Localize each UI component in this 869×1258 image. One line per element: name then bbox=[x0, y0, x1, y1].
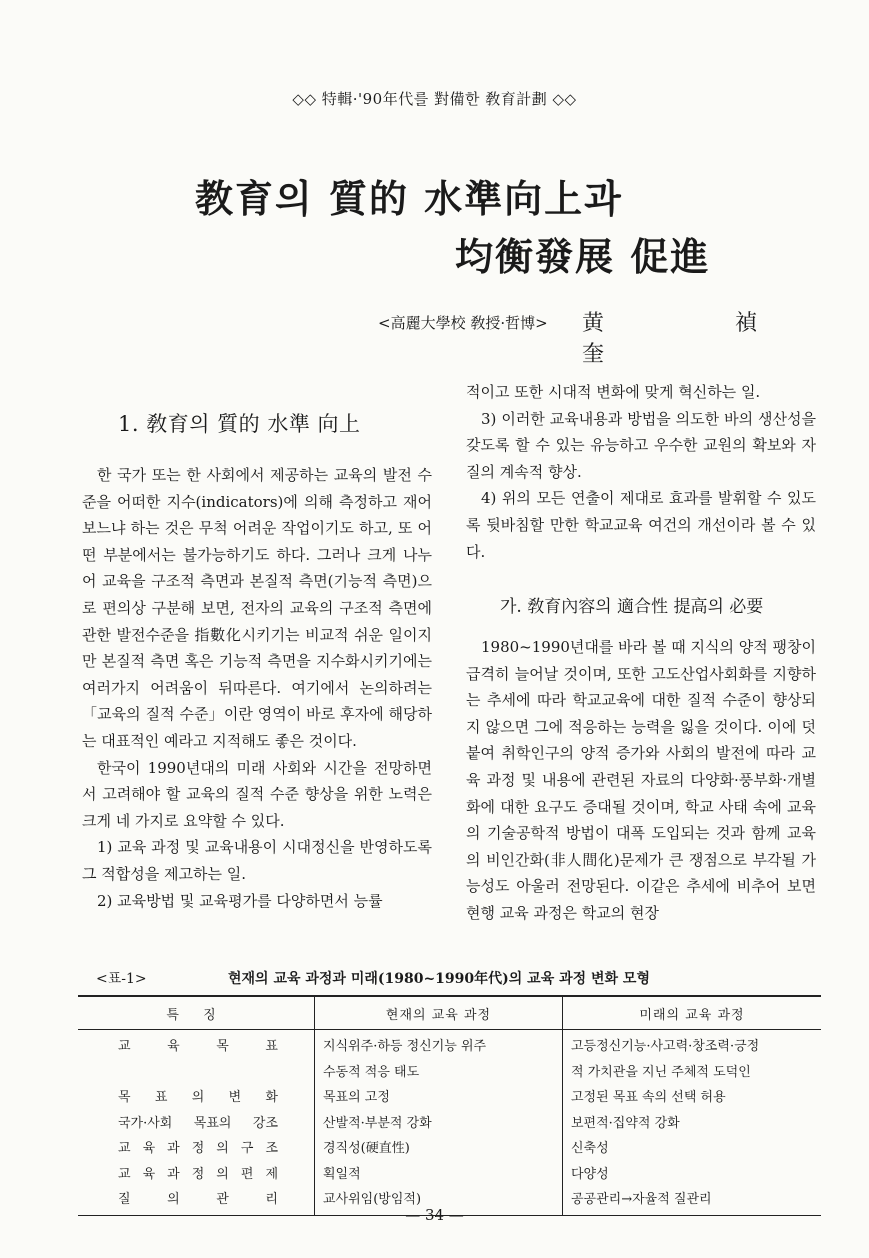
table-cell: 산발적·부분적 강화 bbox=[315, 1111, 563, 1137]
table-row bbox=[78, 1111, 821, 1137]
table-row bbox=[78, 1060, 821, 1086]
paragraph: 1980~1990년대를 바라 볼 때 지식의 양적 팽창이 급격히 늘어날 것이며, 또한 고도산업사회화를 지향하는 추세에 따라 학교교육에 대한 질적 수준이 향상되지 않으면 그에 적응하는 능력을 잃을 것이다. 이에 덧붙여 취학인구의 양적 증가와 사회의 발전에 따라 교육 과정 및 내용에 관련된 자료의 다양화·풍부화·개별화에 대한 요구도 증대될 것이며, 학교 사태 속에 교육의 기술공학적 방법이 대폭 도입되는 것과 함께 교육의 비인간화(非人間化)문제가 큰 쟁점으로 부각될 가능성도 아울러 전망된다. 이같은 추세에 비추어 보면 현행 교육 과정은 학교의 현장 bbox=[466, 638, 816, 922]
subsection-heading: 가. 敎育內容의 適合性 提高의 必要 bbox=[500, 597, 764, 617]
table-cell: 교사위임(방임적) bbox=[315, 1187, 563, 1215]
title-line-1: 教育의 質的 水準向上과 bbox=[195, 176, 623, 221]
table-cell: 교 육 과 정 의 편 제 bbox=[118, 1166, 278, 1182]
paragraph: 한국이 1990년대의 미래 사회와 시간을 전망하면서 고려해야 할 교육의 질적 수준 향상을 위한 노력은 크게 네 가지로 요약할 수 있다. bbox=[82, 758, 432, 830]
table-cell: 적 가치관을 지닌 주체적 도덕인 bbox=[563, 1060, 822, 1086]
right-column-top bbox=[466, 379, 816, 565]
paragraph: 3) 이러한 교육내용과 방법을 의도한 바의 생산성을 갖도록 할 수 있는 유능하고 우수한 교원의 확보와 자질의 계속적 향상. bbox=[466, 409, 816, 481]
table-row bbox=[78, 1136, 821, 1162]
table-cell: 국가·사회 목표의 강조 bbox=[118, 1115, 278, 1131]
table-cell: 고등정신기능·사고력·창조력·긍정 bbox=[563, 1030, 822, 1060]
table-cell: 획일적 bbox=[315, 1162, 563, 1188]
table-cell: 공공관리→자율적 질관리 bbox=[563, 1187, 822, 1215]
title-line-2: 均衡發展 促進 bbox=[455, 234, 711, 279]
table-row bbox=[78, 1030, 821, 1060]
table-cell: 다양성 bbox=[563, 1162, 822, 1188]
paragraph: 2) 교육방법 및 교육평가를 다양하면서 능률 bbox=[97, 891, 383, 910]
author-name: 黄 禎 奎 bbox=[582, 311, 819, 367]
table-header-cell: 현재의 교육 과정 bbox=[315, 996, 563, 1030]
table-cell: 질 의 관 리 bbox=[78, 1187, 315, 1215]
table-cell: 보편적·집약적 강화 bbox=[563, 1111, 822, 1137]
table-cell: 지식위주·하등 정신기능 위주 bbox=[315, 1030, 563, 1060]
table-title: 현재의 교육 과정과 미래(1980~1990年代)의 교육 과정 변화 모형 bbox=[228, 971, 650, 987]
table-cell: 교 육 과 정 의 구 조 bbox=[118, 1141, 278, 1156]
page-number: — 34 — bbox=[405, 1206, 464, 1224]
paragraph: 적이고 또한 시대적 변화에 맞게 혁신하는 일. bbox=[466, 383, 761, 401]
curriculum-table bbox=[78, 995, 821, 1216]
paragraph: 한 국가 또는 한 사회에서 제공하는 교육의 발전 수준을 어떠한 지수(indicators)에 의해 측정하고 재어보느냐 하는 것은 무척 어려운 작업이기도 하고, 또 어떤 부분에서는 불가능하기도 하다. 그러나 크게 나누어 교육을 구조적 측면과 본질적 측면(기능적 측면)으로 편의상 구분해 보면, 전자의 교육의 구조적 측면에 관한 발전수준을 指數化시키기는 비교적 쉬운 일이지만 본질적 측면 혹은 기능적 측면을 지수화시키기에는 여러가지 어려움이 뒤따른다. 여기에서 논의하려는 「교육의 질적 수준」이란 영역이 바로 후자에 해당하는 대표적인 예라고 지적해도 좋은 것이다. bbox=[82, 466, 432, 750]
left-column bbox=[82, 462, 432, 914]
table-label: <표-1> bbox=[96, 971, 147, 987]
table-cell: 목 표 의 변 화 bbox=[118, 1090, 278, 1105]
table-header-cell: 미래의 교육 과정 bbox=[563, 996, 822, 1030]
table-cell: 교 육 목 표 bbox=[118, 1039, 278, 1054]
section-heading: 1. 敎育의 質的 水準 向上 bbox=[118, 412, 361, 436]
series-header: ◇◇ 特輯·'90年代를 對備한 敎育計劃 ◇◇ bbox=[292, 90, 577, 108]
table-header-cell: 특 징 bbox=[78, 996, 315, 1030]
table-cell: 목표의 고정 bbox=[315, 1085, 563, 1111]
table-cell: 경직성(硬直性) bbox=[315, 1136, 563, 1162]
table-row bbox=[78, 1162, 821, 1188]
table-cell bbox=[78, 1060, 315, 1086]
table-cell: 신축성 bbox=[563, 1136, 822, 1162]
table-cell: 수동적 적응 태도 bbox=[315, 1060, 563, 1086]
table-row bbox=[78, 1085, 821, 1111]
right-column-bottom bbox=[466, 634, 816, 927]
paragraph: 1) 교육 과정 및 교육내용이 시대정신을 반영하도록 그 적합성을 제고하는 일. bbox=[82, 838, 432, 883]
paragraph: 4) 위의 모든 연출이 제대로 효과를 발휘할 수 있도록 뒷바침할 만한 학교교육 여건의 개선이라 볼 수 있다. bbox=[466, 489, 816, 561]
table-header-row bbox=[78, 996, 821, 1030]
author-affiliation: <高麗大學校 敎授·哲博> bbox=[378, 314, 548, 332]
table-cell: 고정된 목표 속의 선택 허용 bbox=[563, 1085, 822, 1111]
